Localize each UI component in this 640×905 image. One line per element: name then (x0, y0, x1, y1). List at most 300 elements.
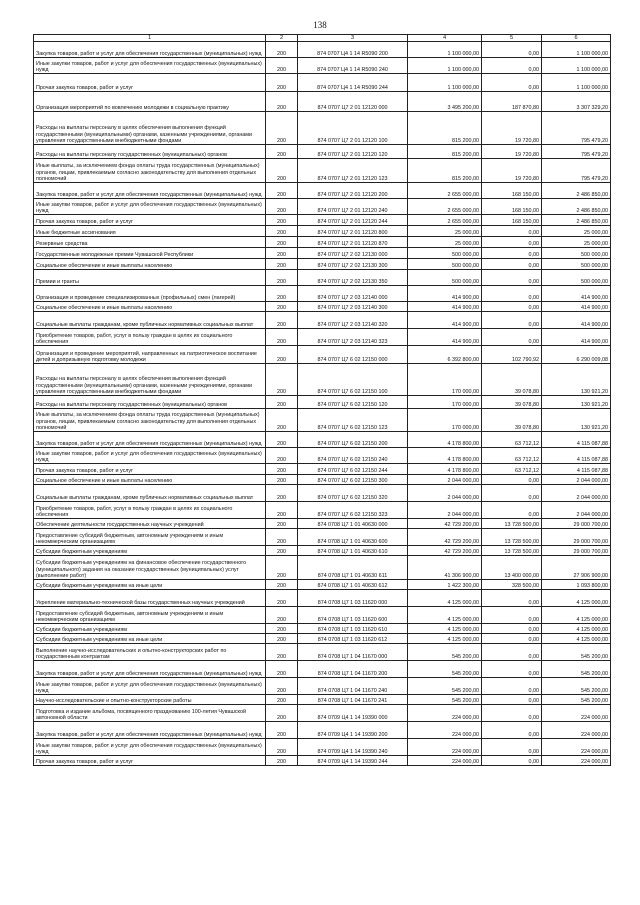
approved-amount-cell: 500 000,00 (408, 270, 482, 286)
classification-code-cell: 874 0707 Ц7 2 03 12140 300 (298, 302, 408, 312)
classification-code-cell: 874 0708 Ц7 1 03 11620 610 (298, 624, 408, 634)
classification-code-cell: 874 0708 Ц7 1 04 11670 000 (298, 644, 408, 661)
classification-code-cell: 874 0707 Ц7 2 02 12130 300 (298, 259, 408, 270)
line-code-cell: 200 (266, 590, 298, 607)
budget-execution-table (33, 34, 611, 766)
approved-amount-cell: 4 125 000,00 (408, 624, 482, 634)
approved-amount-cell: 1 422 300,00 (408, 580, 482, 590)
approved-amount-cell: 2 655 000,00 (408, 215, 482, 226)
line-code-cell: 200 (266, 396, 298, 409)
line-code-cell: 200 (266, 145, 298, 159)
classification-code-cell: 874 0708 Ц7 1 01 40630 611 (298, 556, 408, 580)
expense-name-cell: Резервные средства (34, 237, 266, 248)
expense-name-cell: Иные закупки товаров, работ и услуг для обеспечения государственных (муниципальных) нужд (34, 678, 266, 695)
expense-name-cell: Социальное обеспечение и иные выплаты населению (34, 259, 266, 270)
expense-name-cell: Премии и гранты (34, 270, 266, 286)
approved-amount-cell: 414 900,00 (408, 329, 482, 346)
expense-name-cell: Прочая закупка товаров, работ и услуг (34, 756, 266, 766)
line-code-cell: 200 (266, 529, 298, 546)
table-row (34, 678, 611, 695)
table-row (34, 270, 611, 286)
line-code-cell: 200 (266, 475, 298, 485)
table-row (34, 705, 611, 722)
table-row (34, 529, 611, 546)
table-row (34, 248, 611, 259)
expense-name-cell: Приобретение товаров, работ, услуг в пользу граждан в целях их социального обеспечения (34, 502, 266, 519)
table-row (34, 112, 611, 145)
executed-amount-cell: 13 400 000,00 (482, 556, 542, 580)
executed-amount-cell: 13 728 500,00 (482, 519, 542, 529)
line-code-cell: 200 (266, 705, 298, 722)
classification-code-cell: 874 0707 Ц7 2 03 12140 000 (298, 286, 408, 302)
approved-amount-cell: 500 000,00 (408, 259, 482, 270)
unexecuted-amount-cell: 4 125 000,00 (542, 590, 611, 607)
approved-amount-cell: 414 900,00 (408, 286, 482, 302)
executed-amount-cell: 0,00 (482, 248, 542, 259)
classification-code-cell: 874 0707 Ц7 2 01 12120 100 (298, 112, 408, 145)
table-row (34, 739, 611, 756)
approved-amount-cell: 4 178 800,00 (408, 464, 482, 475)
unexecuted-amount-cell: 500 000,00 (542, 259, 611, 270)
line-code-cell: 200 (266, 448, 298, 464)
approved-amount-cell: 545 200,00 (408, 695, 482, 705)
table-row (34, 302, 611, 312)
unexecuted-amount-cell: 500 000,00 (542, 270, 611, 286)
table-row (34, 396, 611, 409)
classification-code-cell: 874 0707 Ц7 2 01 12120 120 (298, 145, 408, 159)
approved-amount-cell: 6 392 800,00 (408, 346, 482, 364)
table-row (34, 226, 611, 237)
unexecuted-amount-cell: 25 000,00 (542, 237, 611, 248)
table-row (34, 312, 611, 329)
line-code-cell: 200 (266, 199, 298, 215)
unexecuted-amount-cell: 224 000,00 (542, 722, 611, 739)
executed-amount-cell: 0,00 (482, 312, 542, 329)
classification-code-cell: 874 0709 Ц4 1 14 19390 000 (298, 705, 408, 722)
executed-amount-cell: 0,00 (482, 302, 542, 312)
line-code-cell: 200 (266, 739, 298, 756)
line-code-cell: 200 (266, 112, 298, 145)
line-code-cell: 200 (266, 226, 298, 237)
executed-amount-cell: 19 720,80 (482, 112, 542, 145)
line-code-cell: 200 (266, 259, 298, 270)
unexecuted-amount-cell: 4 125 000,00 (542, 607, 611, 624)
unexecuted-amount-cell: 224 000,00 (542, 705, 611, 722)
classification-code-cell: 874 0707 Ц7 2 01 12120 870 (298, 237, 408, 248)
expense-name-cell: Закупка товаров, работ и услуг для обеспечения государственных (муниципальных) нужд (34, 432, 266, 448)
unexecuted-amount-cell: 414 900,00 (542, 329, 611, 346)
classification-code-cell: 874 0707 Ц7 2 01 12120 200 (298, 183, 408, 199)
table-row (34, 215, 611, 226)
executed-amount-cell: 0,00 (482, 661, 542, 678)
executed-amount-cell: 0,00 (482, 475, 542, 485)
line-code-cell: 200 (266, 248, 298, 259)
classification-code-cell: 874 0707 Ц7 6 02 12150 240 (298, 448, 408, 464)
approved-amount-cell: 2 044 000,00 (408, 475, 482, 485)
classification-code-cell: 874 0708 Ц7 1 04 11670 200 (298, 661, 408, 678)
classification-code-cell: 874 0707 Ц7 2 02 12130 000 (298, 248, 408, 259)
classification-code-cell: 874 0707 Ц7 2 01 12120 123 (298, 159, 408, 183)
executed-amount-cell: 0,00 (482, 678, 542, 695)
line-code-cell: 200 (266, 634, 298, 644)
page-number: 138 (313, 20, 327, 30)
line-code-cell: 200 (266, 237, 298, 248)
approved-amount-cell: 4 125 000,00 (408, 634, 482, 644)
executed-amount-cell: 0,00 (482, 74, 542, 92)
classification-code-cell: 874 0707 Ц7 6 02 12150 123 (298, 409, 408, 432)
line-code-cell: 200 (266, 159, 298, 183)
executed-amount-cell: 168 150,00 (482, 199, 542, 215)
line-code-cell: 200 (266, 661, 298, 678)
classification-code-cell: 874 0707 Ц4 1 14 R5090 244 (298, 74, 408, 92)
line-code-cell: 200 (266, 286, 298, 302)
classification-code-cell: 874 0707 Ц4 1 14 R5090 240 (298, 58, 408, 74)
table-row (34, 183, 611, 199)
classification-code-cell: 874 0708 Ц7 1 01 40630 612 (298, 580, 408, 590)
executed-amount-cell: 0,00 (482, 502, 542, 519)
line-code-cell: 200 (266, 556, 298, 580)
expense-name-cell: Прочая закупка товаров, работ и услуг (34, 74, 266, 92)
expense-name-cell: Выполнение научно-исследовательских и опытно-конструкторских работ по государственным контрактам (34, 644, 266, 661)
approved-amount-cell: 42 729 200,00 (408, 529, 482, 546)
line-code-cell: 200 (266, 183, 298, 199)
approved-amount-cell: 42 729 200,00 (408, 519, 482, 529)
executed-amount-cell: 0,00 (482, 259, 542, 270)
line-code-cell: 200 (266, 695, 298, 705)
approved-amount-cell: 224 000,00 (408, 739, 482, 756)
expense-name-cell: Научно-исследовательские и опытно-конструкторские работы (34, 695, 266, 705)
unexecuted-amount-cell: 795 479,20 (542, 145, 611, 159)
unexecuted-amount-cell: 414 900,00 (542, 302, 611, 312)
table-row (34, 475, 611, 485)
approved-amount-cell: 815 200,00 (408, 145, 482, 159)
line-code-cell: 200 (266, 644, 298, 661)
unexecuted-amount-cell: 224 000,00 (542, 756, 611, 766)
classification-code-cell: 874 0707 Ц7 2 01 12120 240 (298, 199, 408, 215)
classification-code-cell: 874 0708 Ц7 1 01 40630 610 (298, 546, 408, 556)
unexecuted-amount-cell: 130 921,20 (542, 364, 611, 396)
table-row (34, 644, 611, 661)
table-row (34, 448, 611, 464)
unexecuted-amount-cell: 130 921,20 (542, 409, 611, 432)
approved-amount-cell: 815 200,00 (408, 159, 482, 183)
expense-name-cell: Субсидии бюджетным учреждениям на финансовое обеспечение государственного (муниципального) задания на оказание государственных (муниципальных) услуг (выполнение работ) (34, 556, 266, 580)
unexecuted-amount-cell: 4 115 087,88 (542, 432, 611, 448)
classification-code-cell: 874 0708 Ц7 1 04 11670 241 (298, 695, 408, 705)
unexecuted-amount-cell: 795 479,20 (542, 112, 611, 145)
expense-name-cell: Иные бюджетные ассигнования (34, 226, 266, 237)
column-header-3: 3 (298, 35, 408, 42)
approved-amount-cell: 4 178 800,00 (408, 432, 482, 448)
expense-name-cell: Организация и проведение мероприятий, направленных на патриотическое воспитание детей и допризывную подготовку молодежи (34, 346, 266, 364)
executed-amount-cell: 0,00 (482, 42, 542, 58)
approved-amount-cell: 4 125 000,00 (408, 607, 482, 624)
unexecuted-amount-cell: 414 900,00 (542, 312, 611, 329)
classification-code-cell: 874 0709 Ц4 1 14 19390 244 (298, 756, 408, 766)
table-row (34, 519, 611, 529)
line-code-cell: 200 (266, 756, 298, 766)
column-number-row (34, 35, 611, 42)
approved-amount-cell: 2 655 000,00 (408, 199, 482, 215)
classification-code-cell: 874 0707 Ц7 6 02 12150 244 (298, 464, 408, 475)
unexecuted-amount-cell: 25 000,00 (542, 226, 611, 237)
table-body (34, 42, 611, 766)
executed-amount-cell: 0,00 (482, 695, 542, 705)
approved-amount-cell: 1 100 000,00 (408, 42, 482, 58)
executed-amount-cell: 19 720,80 (482, 145, 542, 159)
approved-amount-cell: 1 100 000,00 (408, 58, 482, 74)
line-code-cell: 200 (266, 302, 298, 312)
unexecuted-amount-cell: 2 486 850,00 (542, 215, 611, 226)
unexecuted-amount-cell: 500 000,00 (542, 248, 611, 259)
classification-code-cell: 874 0709 Ц4 1 14 19390 240 (298, 739, 408, 756)
expense-name-cell: Подготовка и издание альбома, посвященного празднованию 100-летия Чувашской автономной области (34, 705, 266, 722)
approved-amount-cell: 500 000,00 (408, 248, 482, 259)
expense-name-cell: Организация мероприятий по вовлечению молодежи в социальную практику (34, 92, 266, 112)
column-header-5: 5 (482, 35, 542, 42)
expense-name-cell: Государственные молодежные премии Чувашской Республики (34, 248, 266, 259)
approved-amount-cell: 815 200,00 (408, 112, 482, 145)
unexecuted-amount-cell: 4 115 087,88 (542, 464, 611, 475)
unexecuted-amount-cell: 2 044 000,00 (542, 475, 611, 485)
line-code-cell: 200 (266, 722, 298, 739)
line-code-cell: 200 (266, 346, 298, 364)
executed-amount-cell: 187 870,80 (482, 92, 542, 112)
approved-amount-cell: 2 655 000,00 (408, 183, 482, 199)
table-row (34, 346, 611, 364)
classification-code-cell: 874 0707 Ц7 2 02 12130 350 (298, 270, 408, 286)
unexecuted-amount-cell: 6 290 009,08 (542, 346, 611, 364)
line-code-cell: 200 (266, 364, 298, 396)
unexecuted-amount-cell: 795 479,20 (542, 159, 611, 183)
column-header-6: 6 (542, 35, 611, 42)
line-code-cell: 200 (266, 312, 298, 329)
executed-amount-cell: 328 500,00 (482, 580, 542, 590)
line-code-cell: 200 (266, 464, 298, 475)
executed-amount-cell: 0,00 (482, 286, 542, 302)
unexecuted-amount-cell: 545 200,00 (542, 661, 611, 678)
line-code-cell: 200 (266, 580, 298, 590)
executed-amount-cell: 39 078,80 (482, 409, 542, 432)
unexecuted-amount-cell: 29 000 700,00 (542, 529, 611, 546)
unexecuted-amount-cell: 4 125 000,00 (542, 624, 611, 634)
unexecuted-amount-cell: 4 125 000,00 (542, 634, 611, 644)
expense-name-cell: Субсидии бюджетным учреждениям (34, 546, 266, 556)
column-header-2: 2 (266, 35, 298, 42)
expense-name-cell: Субсидии бюджетным учреждениям (34, 624, 266, 634)
classification-code-cell: 874 0707 Ц7 6 02 12150 320 (298, 485, 408, 502)
classification-code-cell: 874 0707 Ц4 1 14 R5090 200 (298, 42, 408, 58)
classification-code-cell: 874 0708 Ц7 1 01 40630 600 (298, 529, 408, 546)
expense-name-cell: Закупка товаров, работ и услуг для обеспечения государственных (муниципальных) нужд (34, 183, 266, 199)
unexecuted-amount-cell: 130 921,20 (542, 396, 611, 409)
executed-amount-cell: 0,00 (482, 705, 542, 722)
executed-amount-cell: 63 712,12 (482, 464, 542, 475)
table-row (34, 159, 611, 183)
classification-code-cell: 874 0707 Ц7 2 03 12140 323 (298, 329, 408, 346)
classification-code-cell: 874 0707 Ц7 2 01 12120 244 (298, 215, 408, 226)
expense-name-cell: Расходы на выплаты персоналу государственных (муниципальных) органов (34, 145, 266, 159)
table-row (34, 502, 611, 519)
table-row (34, 695, 611, 705)
line-code-cell: 200 (266, 624, 298, 634)
classification-code-cell: 874 0708 Ц7 1 04 11670 240 (298, 678, 408, 695)
table-row (34, 409, 611, 432)
approved-amount-cell: 4 125 000,00 (408, 590, 482, 607)
executed-amount-cell: 0,00 (482, 270, 542, 286)
expense-name-cell: Предоставление субсидий бюджетным, автономным учреждениям и иным некоммерческим организациям (34, 529, 266, 546)
table-row (34, 237, 611, 248)
executed-amount-cell: 0,00 (482, 485, 542, 502)
expense-name-cell: Иные выплаты, за исключением фонда оплаты труда государственных (муниципальных) органов, лицам, привлекаемым согласно законодательству для выполнения отдельных полномочий (34, 159, 266, 183)
expense-name-cell: Расходы на выплаты персоналу в целях обеспечения выполнения функций государственными (муниципальными) органами, казенными учреждениями, органами управления государственными внебюджетными фондами (34, 364, 266, 396)
expense-name-cell: Социальное обеспечение и иные выплаты населению (34, 302, 266, 312)
expense-name-cell: Укрепление материально-технической базы государственных научных учреждений (34, 590, 266, 607)
expense-name-cell: Иные закупки товаров, работ и услуг для обеспечения государственных (муниципальных) нужд (34, 739, 266, 756)
table-row (34, 92, 611, 112)
table-row (34, 546, 611, 556)
line-code-cell: 200 (266, 270, 298, 286)
expense-name-cell: Закупка товаров, работ и услуг для обеспечения государственных (муниципальных) нужд (34, 722, 266, 739)
approved-amount-cell: 41 306 900,00 (408, 556, 482, 580)
approved-amount-cell: 42 729 200,00 (408, 546, 482, 556)
unexecuted-amount-cell: 2 044 000,00 (542, 485, 611, 502)
classification-code-cell: 874 0709 Ц4 1 14 19390 200 (298, 722, 408, 739)
table-row (34, 74, 611, 92)
expense-name-cell: Иные закупки товаров, работ и услуг для обеспечения государственных (муниципальных) нужд (34, 58, 266, 74)
expense-name-cell: Социальные выплаты гражданам, кроме публичных нормативных социальных выплат (34, 312, 266, 329)
executed-amount-cell: 0,00 (482, 739, 542, 756)
executed-amount-cell: 63 712,12 (482, 432, 542, 448)
executed-amount-cell: 13 728 500,00 (482, 546, 542, 556)
unexecuted-amount-cell: 4 115 087,88 (542, 448, 611, 464)
table-row (34, 464, 611, 475)
executed-amount-cell: 0,00 (482, 722, 542, 739)
approved-amount-cell: 224 000,00 (408, 722, 482, 739)
column-header-1: 1 (34, 35, 266, 42)
expense-name-cell: Предоставление субсидий бюджетным, автономным учреждениям и иным некоммерческим организациям (34, 607, 266, 624)
expense-name-cell: Закупка товаров, работ и услуг для обеспечения государственных (муниципальных) нужд (34, 42, 266, 58)
line-code-cell: 200 (266, 329, 298, 346)
table-row (34, 607, 611, 624)
classification-code-cell: 874 0708 Ц7 1 03 11620 000 (298, 590, 408, 607)
table-row (34, 58, 611, 74)
table-row (34, 722, 611, 739)
classification-code-cell: 874 0707 Ц7 2 03 12140 320 (298, 312, 408, 329)
table-row (34, 199, 611, 215)
table-row (34, 556, 611, 580)
table-row (34, 485, 611, 502)
expense-name-cell: Социальные выплаты гражданам, кроме публичных нормативных социальных выплат (34, 485, 266, 502)
unexecuted-amount-cell: 2 044 000,00 (542, 502, 611, 519)
expense-name-cell: Субсидии бюджетным учреждениям на иные цели (34, 580, 266, 590)
line-code-cell: 200 (266, 58, 298, 74)
line-code-cell: 200 (266, 678, 298, 695)
executed-amount-cell: 0,00 (482, 644, 542, 661)
approved-amount-cell: 2 044 000,00 (408, 502, 482, 519)
executed-amount-cell: 19 720,80 (482, 159, 542, 183)
table-row (34, 42, 611, 58)
classification-code-cell: 874 0707 Ц7 6 02 12150 100 (298, 364, 408, 396)
expense-name-cell: Прочая закупка товаров, работ и услуг (34, 464, 266, 475)
executed-amount-cell: 0,00 (482, 58, 542, 74)
classification-code-cell: 874 0707 Ц7 6 02 12150 300 (298, 475, 408, 485)
expense-name-cell: Обеспечение деятельности государственных научных учреждений (34, 519, 266, 529)
line-code-cell: 200 (266, 519, 298, 529)
line-code-cell: 200 (266, 215, 298, 226)
approved-amount-cell: 545 200,00 (408, 661, 482, 678)
line-code-cell: 200 (266, 432, 298, 448)
table-row (34, 286, 611, 302)
line-code-cell: 200 (266, 92, 298, 112)
unexecuted-amount-cell: 414 900,00 (542, 286, 611, 302)
executed-amount-cell: 0,00 (482, 237, 542, 248)
unexecuted-amount-cell: 29 000 700,00 (542, 519, 611, 529)
expense-name-cell: Иные закупки товаров, работ и услуг для обеспечения государственных (муниципальных) нужд (34, 199, 266, 215)
expense-name-cell: Приобретение товаров, работ, услуг в пользу граждан в целях их социального обеспечения (34, 329, 266, 346)
unexecuted-amount-cell: 1 100 000,00 (542, 74, 611, 92)
executed-amount-cell: 63 712,12 (482, 448, 542, 464)
table-row (34, 145, 611, 159)
approved-amount-cell: 4 178 800,00 (408, 448, 482, 464)
classification-code-cell: 874 0707 Ц7 6 02 12150 323 (298, 502, 408, 519)
table-row (34, 756, 611, 766)
unexecuted-amount-cell: 3 307 329,20 (542, 92, 611, 112)
executed-amount-cell: 39 078,80 (482, 396, 542, 409)
approved-amount-cell: 3 495 200,00 (408, 92, 482, 112)
classification-code-cell: 874 0707 Ц7 2 01 12120 000 (298, 92, 408, 112)
executed-amount-cell: 0,00 (482, 590, 542, 607)
executed-amount-cell: 0,00 (482, 756, 542, 766)
expense-name-cell: Субсидии бюджетным учреждениям на иные цели (34, 634, 266, 644)
unexecuted-amount-cell: 1 100 000,00 (542, 42, 611, 58)
approved-amount-cell: 224 000,00 (408, 705, 482, 722)
approved-amount-cell: 545 200,00 (408, 678, 482, 695)
unexecuted-amount-cell: 29 000 700,00 (542, 546, 611, 556)
approved-amount-cell: 414 900,00 (408, 312, 482, 329)
unexecuted-amount-cell: 545 200,00 (542, 644, 611, 661)
line-code-cell: 200 (266, 607, 298, 624)
table-row (34, 661, 611, 678)
executed-amount-cell: 102 790,92 (482, 346, 542, 364)
expense-name-cell: Социальное обеспечение и иные выплаты населению (34, 475, 266, 485)
table-row (34, 634, 611, 644)
classification-code-cell: 874 0708 Ц7 1 03 11620 600 (298, 607, 408, 624)
approved-amount-cell: 25 000,00 (408, 226, 482, 237)
table-row (34, 432, 611, 448)
executed-amount-cell: 0,00 (482, 226, 542, 237)
unexecuted-amount-cell: 2 486 850,00 (542, 199, 611, 215)
approved-amount-cell: 2 044 000,00 (408, 485, 482, 502)
classification-code-cell: 874 0707 Ц7 6 02 12150 120 (298, 396, 408, 409)
unexecuted-amount-cell: 1 093 800,00 (542, 580, 611, 590)
line-code-cell: 200 (266, 546, 298, 556)
unexecuted-amount-cell: 224 000,00 (542, 739, 611, 756)
approved-amount-cell: 25 000,00 (408, 237, 482, 248)
approved-amount-cell: 170 000,00 (408, 409, 482, 432)
table-row (34, 329, 611, 346)
table-row (34, 624, 611, 634)
expense-name-cell: Организация и проведение специализированных (профильных) смен (лагерей) (34, 286, 266, 302)
expense-name-cell: Иные выплаты, за исключением фонда оплаты труда государственных (муниципальных) органов, лицам, привлекаемым согласно законодательству для выполнения отдельных полномочий (34, 409, 266, 432)
executed-amount-cell: 13 728 500,00 (482, 529, 542, 546)
executed-amount-cell: 0,00 (482, 607, 542, 624)
line-code-cell: 200 (266, 42, 298, 58)
line-code-cell: 200 (266, 485, 298, 502)
approved-amount-cell: 1 100 000,00 (408, 74, 482, 92)
unexecuted-amount-cell: 1 100 000,00 (542, 58, 611, 74)
classification-code-cell: 874 0707 Ц7 6 02 12150 200 (298, 432, 408, 448)
